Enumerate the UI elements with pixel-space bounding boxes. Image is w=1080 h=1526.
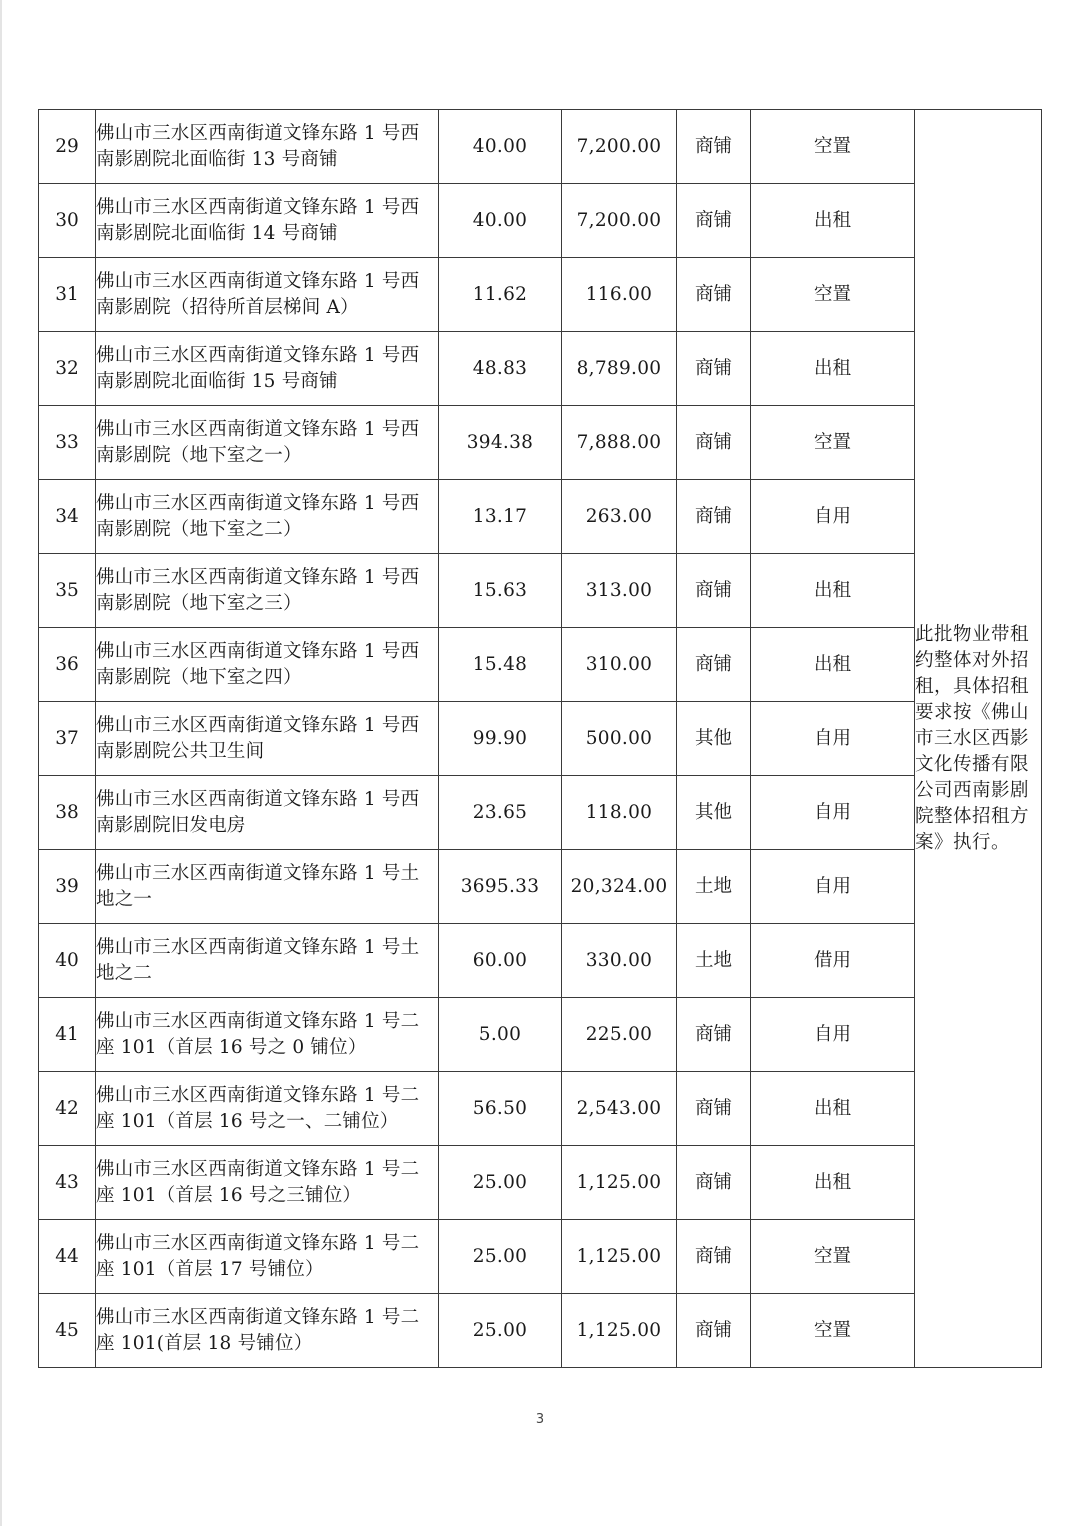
row-number-cell: 40 xyxy=(39,924,96,998)
area-cell: 23.65 xyxy=(439,776,562,850)
rent-cell: 1,125.00 xyxy=(562,1294,677,1368)
table-row xyxy=(39,924,1042,998)
status-cell: 出租 xyxy=(751,554,915,628)
row-number-cell: 35 xyxy=(39,554,96,628)
rent-cell: 330.00 xyxy=(562,924,677,998)
area-cell: 15.48 xyxy=(439,628,562,702)
rent-cell: 7,888.00 xyxy=(562,406,677,480)
status-cell: 出租 xyxy=(751,184,915,258)
property-type-cell: 商铺 xyxy=(677,110,751,184)
row-number-cell: 31 xyxy=(39,258,96,332)
table-row xyxy=(39,554,1042,628)
area-cell: 11.62 xyxy=(439,258,562,332)
property-type-cell: 土地 xyxy=(677,850,751,924)
property-type-cell: 商铺 xyxy=(677,258,751,332)
rent-cell: 20,324.00 xyxy=(562,850,677,924)
table-row xyxy=(39,480,1042,554)
status-cell: 自用 xyxy=(751,702,915,776)
property-type-cell: 其他 xyxy=(677,702,751,776)
status-cell: 自用 xyxy=(751,480,915,554)
status-cell: 出租 xyxy=(751,1072,915,1146)
status-cell: 出租 xyxy=(751,1146,915,1220)
table-row xyxy=(39,406,1042,480)
location-cell: 佛山市三水区西南街道文锋东路 1 号土地之二 xyxy=(96,924,439,998)
area-cell: 56.50 xyxy=(439,1072,562,1146)
table-row xyxy=(39,1294,1042,1368)
rent-cell: 7,200.00 xyxy=(562,184,677,258)
location-cell: 佛山市三水区西南街道文锋东路 1 号西南影剧院北面临街 14 号商铺 xyxy=(96,184,439,258)
rent-cell: 2,543.00 xyxy=(562,1072,677,1146)
area-cell: 25.00 xyxy=(439,1294,562,1368)
property-asset-table xyxy=(38,109,1042,1368)
location-cell: 佛山市三水区西南街道文锋东路 1 号西南影剧院（招待所首层梯间 A） xyxy=(96,258,439,332)
location-cell: 佛山市三水区西南街道文锋东路 1 号土地之一 xyxy=(96,850,439,924)
row-number-cell: 45 xyxy=(39,1294,96,1368)
status-cell: 空置 xyxy=(751,258,915,332)
location-cell: 佛山市三水区西南街道文锋东路 1 号西南影剧院旧发电房 xyxy=(96,776,439,850)
status-cell: 借用 xyxy=(751,924,915,998)
status-cell: 自用 xyxy=(751,850,915,924)
area-cell: 25.00 xyxy=(439,1146,562,1220)
area-cell: 13.17 xyxy=(439,480,562,554)
area-cell: 25.00 xyxy=(439,1220,562,1294)
status-cell: 空置 xyxy=(751,1294,915,1368)
area-cell: 60.00 xyxy=(439,924,562,998)
row-number-cell: 41 xyxy=(39,998,96,1072)
property-type-cell: 商铺 xyxy=(677,628,751,702)
area-cell: 48.83 xyxy=(439,332,562,406)
property-type-cell: 其他 xyxy=(677,776,751,850)
page-edge xyxy=(0,0,2,1526)
row-number-cell: 33 xyxy=(39,406,96,480)
status-cell: 出租 xyxy=(751,332,915,406)
rent-cell: 500.00 xyxy=(562,702,677,776)
table-row xyxy=(39,1220,1042,1294)
location-cell: 佛山市三水区西南街道文锋东路 1 号二座 101（首层 16 号之三铺位） xyxy=(96,1146,439,1220)
property-type-cell: 商铺 xyxy=(677,184,751,258)
row-number-cell: 32 xyxy=(39,332,96,406)
status-cell: 空置 xyxy=(751,110,915,184)
leasing-note-cell: 此批物业带租约整体对外招租，具体招租要求按《佛山市三水区西影文化传播有限公司西南影剧院整体招租方案》执行。 xyxy=(915,110,1042,1368)
area-cell: 99.90 xyxy=(439,702,562,776)
location-cell: 佛山市三水区西南街道文锋东路 1 号西南影剧院（地下室之三） xyxy=(96,554,439,628)
row-number-cell: 43 xyxy=(39,1146,96,1220)
property-type-cell: 商铺 xyxy=(677,1146,751,1220)
location-cell: 佛山市三水区西南街道文锋东路 1 号西南影剧院（地下室之四） xyxy=(96,628,439,702)
rent-cell: 1,125.00 xyxy=(562,1220,677,1294)
rent-cell: 7,200.00 xyxy=(562,110,677,184)
location-cell: 佛山市三水区西南街道文锋东路 1 号二座 101（首层 17 号铺位） xyxy=(96,1220,439,1294)
location-cell: 佛山市三水区西南街道文锋东路 1 号西南影剧院公共卫生间 xyxy=(96,702,439,776)
table-row xyxy=(39,998,1042,1072)
location-cell: 佛山市三水区西南街道文锋东路 1 号二座 101(首层 18 号铺位） xyxy=(96,1294,439,1368)
status-cell: 空置 xyxy=(751,1220,915,1294)
area-cell: 394.38 xyxy=(439,406,562,480)
rent-cell: 118.00 xyxy=(562,776,677,850)
area-cell: 40.00 xyxy=(439,110,562,184)
area-cell: 15.63 xyxy=(439,554,562,628)
property-type-cell: 商铺 xyxy=(677,1220,751,1294)
table-row xyxy=(39,258,1042,332)
table-row xyxy=(39,1146,1042,1220)
location-cell: 佛山市三水区西南街道文锋东路 1 号西南影剧院（地下室之一） xyxy=(96,406,439,480)
property-type-cell: 商铺 xyxy=(677,332,751,406)
table-row xyxy=(39,850,1042,924)
location-cell: 佛山市三水区西南街道文锋东路 1 号西南影剧院（地下室之二） xyxy=(96,480,439,554)
status-cell: 空置 xyxy=(751,406,915,480)
table-row xyxy=(39,702,1042,776)
row-number-cell: 39 xyxy=(39,850,96,924)
property-type-cell: 商铺 xyxy=(677,406,751,480)
row-number-cell: 30 xyxy=(39,184,96,258)
status-cell: 自用 xyxy=(751,776,915,850)
rent-cell: 313.00 xyxy=(562,554,677,628)
location-cell: 佛山市三水区西南街道文锋东路 1 号二座 101（首层 16 号之一、二铺位） xyxy=(96,1072,439,1146)
rent-cell: 8,789.00 xyxy=(562,332,677,406)
table-row xyxy=(39,776,1042,850)
row-number-cell: 38 xyxy=(39,776,96,850)
rent-cell: 116.00 xyxy=(562,258,677,332)
property-type-cell: 商铺 xyxy=(677,1294,751,1368)
table-row xyxy=(39,110,1042,184)
rent-cell: 263.00 xyxy=(562,480,677,554)
row-number-cell: 36 xyxy=(39,628,96,702)
location-cell: 佛山市三水区西南街道文锋东路 1 号西南影剧院北面临街 15 号商铺 xyxy=(96,332,439,406)
row-number-cell: 29 xyxy=(39,110,96,184)
property-type-cell: 商铺 xyxy=(677,480,751,554)
row-number-cell: 34 xyxy=(39,480,96,554)
area-cell: 40.00 xyxy=(439,184,562,258)
location-cell: 佛山市三水区西南街道文锋东路 1 号二座 101（首层 16 号之 0 铺位） xyxy=(96,998,439,1072)
property-type-cell: 商铺 xyxy=(677,554,751,628)
table-row xyxy=(39,332,1042,406)
area-cell: 3695.33 xyxy=(439,850,562,924)
table-row xyxy=(39,1072,1042,1146)
row-number-cell: 37 xyxy=(39,702,96,776)
area-cell: 5.00 xyxy=(439,998,562,1072)
rent-cell: 310.00 xyxy=(562,628,677,702)
status-cell: 出租 xyxy=(751,628,915,702)
page-number: 3 xyxy=(535,1412,545,1427)
property-type-cell: 商铺 xyxy=(677,1072,751,1146)
row-number-cell: 42 xyxy=(39,1072,96,1146)
rent-cell: 225.00 xyxy=(562,998,677,1072)
location-cell: 佛山市三水区西南街道文锋东路 1 号西南影剧院北面临街 13 号商铺 xyxy=(96,110,439,184)
property-type-cell: 土地 xyxy=(677,924,751,998)
status-cell: 自用 xyxy=(751,998,915,1072)
row-number-cell: 44 xyxy=(39,1220,96,1294)
table-row xyxy=(39,628,1042,702)
table-row xyxy=(39,184,1042,258)
property-type-cell: 商铺 xyxy=(677,998,751,1072)
table-body xyxy=(39,110,1042,1368)
rent-cell: 1,125.00 xyxy=(562,1146,677,1220)
